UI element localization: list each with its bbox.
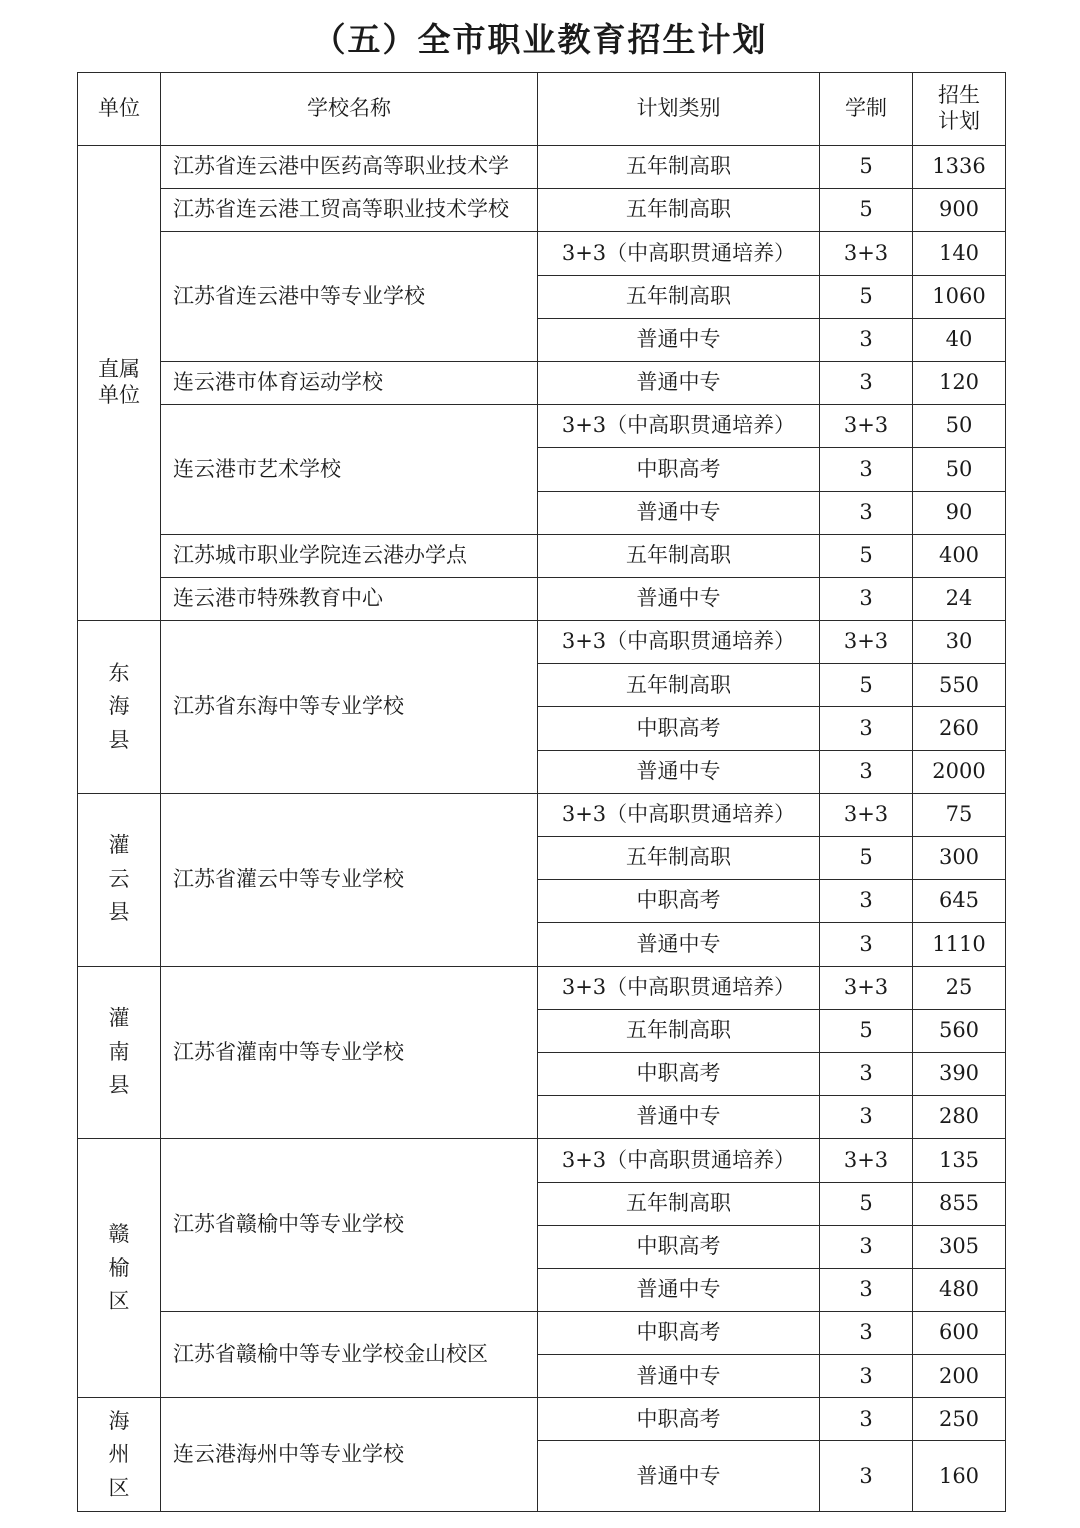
header-duration: 学制: [820, 73, 913, 146]
plan-category-cell: 中职高考: [538, 1398, 820, 1441]
quota-cell: 560: [913, 1009, 1006, 1052]
duration-cell: 5: [820, 1182, 913, 1225]
quota-cell: 280: [913, 1096, 1006, 1139]
table-row: [78, 405, 1006, 448]
duration-cell: 5: [820, 664, 913, 707]
plan-category-cell: 五年制高职: [538, 146, 820, 189]
plan-category-cell: 3+3（中高职贯通培养）: [538, 621, 820, 664]
plan-category-cell: 五年制高职: [538, 664, 820, 707]
page-title: （五）全市职业教育招生计划: [312, 20, 768, 59]
header-quota: 招生计划: [913, 73, 1006, 146]
plan-category-cell: 普通中专: [538, 750, 820, 793]
duration-cell: 3+3: [820, 232, 913, 275]
duration-cell: 3: [820, 318, 913, 361]
unit-cell: 海州区: [78, 1398, 161, 1512]
quota-cell: 120: [913, 361, 1006, 404]
quota-cell: 550: [913, 664, 1006, 707]
school-name-cell: 江苏省连云港中等专业学校: [161, 232, 538, 362]
plan-category-cell: 普通中专: [538, 491, 820, 534]
school-name-cell: 江苏城市职业学院连云港办学点: [161, 534, 538, 577]
duration-cell: 3: [820, 1268, 913, 1311]
duration-cell: 3: [820, 923, 913, 966]
quota-cell: 50: [913, 448, 1006, 491]
quota-cell: 300: [913, 837, 1006, 880]
duration-cell: 3: [820, 880, 913, 923]
header-row: [78, 73, 1006, 146]
school-name-cell: 江苏省连云港工贸高等职业技术学校: [161, 189, 538, 232]
header-category: 计划类别: [538, 73, 820, 146]
quota-cell: 400: [913, 534, 1006, 577]
duration-cell: 3: [820, 361, 913, 404]
duration-cell: 3+3: [820, 621, 913, 664]
plan-category-cell: 3+3（中高职贯通培养）: [538, 405, 820, 448]
duration-cell: 5: [820, 534, 913, 577]
table-row: [78, 577, 1006, 620]
table-row: [78, 534, 1006, 577]
quota-cell: 1060: [913, 275, 1006, 318]
plan-category-cell: 中职高考: [538, 448, 820, 491]
quota-cell: 140: [913, 232, 1006, 275]
duration-cell: 3+3: [820, 793, 913, 836]
duration-cell: 5: [820, 275, 913, 318]
unit-cell: 赣榆区: [78, 1139, 161, 1398]
school-name-cell: 江苏省赣榆中等专业学校: [161, 1139, 538, 1312]
quota-cell: 24: [913, 577, 1006, 620]
plan-category-cell: 五年制高职: [538, 275, 820, 318]
quota-cell: 90: [913, 491, 1006, 534]
plan-category-cell: 普通中专: [538, 1355, 820, 1398]
duration-cell: 3: [820, 1052, 913, 1095]
header-unit: 单位: [78, 73, 161, 146]
quota-cell: 50: [913, 405, 1006, 448]
duration-cell: 3: [820, 577, 913, 620]
table-body: [78, 146, 1006, 1512]
unit-cell: 东海县: [78, 621, 161, 794]
duration-cell: 3: [820, 448, 913, 491]
quota-cell: 855: [913, 1182, 1006, 1225]
duration-cell: 3: [820, 1225, 913, 1268]
school-name-cell: 江苏省赣榆中等专业学校金山校区: [161, 1312, 538, 1398]
duration-cell: 3: [820, 707, 913, 750]
plan-category-cell: 3+3（中高职贯通培养）: [538, 966, 820, 1009]
unit-cell: 灌云县: [78, 793, 161, 966]
plan-category-cell: 五年制高职: [538, 534, 820, 577]
school-name-cell: 江苏省灌南中等专业学校: [161, 966, 538, 1139]
quota-cell: 250: [913, 1398, 1006, 1441]
duration-cell: 5: [820, 837, 913, 880]
plan-category-cell: 中职高考: [538, 707, 820, 750]
unit-cell: 直属单位: [78, 146, 161, 621]
plan-category-cell: 中职高考: [538, 1052, 820, 1095]
plan-category-cell: 普通中专: [538, 361, 820, 404]
table-row: [78, 232, 1006, 275]
quota-cell: 2000: [913, 750, 1006, 793]
plan-category-cell: 普通中专: [538, 577, 820, 620]
plan-category-cell: 普通中专: [538, 318, 820, 361]
table-row: [78, 146, 1006, 189]
quota-cell: 30: [913, 621, 1006, 664]
header-school: 学校名称: [161, 73, 538, 146]
duration-cell: 5: [820, 189, 913, 232]
plan-category-cell: 五年制高职: [538, 189, 820, 232]
unit-cell: 灌南县: [78, 966, 161, 1139]
duration-cell: 3: [820, 1441, 913, 1512]
school-name-cell: 江苏省连云港中医药高等职业技术学: [161, 146, 538, 189]
duration-cell: 3: [820, 1355, 913, 1398]
quota-cell: 305: [913, 1225, 1006, 1268]
plan-category-cell: 普通中专: [538, 923, 820, 966]
plan-category-cell: 3+3（中高职贯通培养）: [538, 1139, 820, 1182]
school-name-cell: 连云港海州中等专业学校: [161, 1398, 538, 1512]
plan-category-cell: 五年制高职: [538, 1182, 820, 1225]
table-row: [78, 1139, 1006, 1182]
table-row: [78, 361, 1006, 404]
school-name-cell: 连云港市特殊教育中心: [161, 577, 538, 620]
quota-cell: 390: [913, 1052, 1006, 1095]
quota-cell: 260: [913, 707, 1006, 750]
school-name-cell: 连云港市艺术学校: [161, 405, 538, 535]
quota-cell: 600: [913, 1312, 1006, 1355]
duration-cell: 3: [820, 750, 913, 793]
plan-category-cell: 3+3（中高职贯通培养）: [538, 793, 820, 836]
duration-cell: 3: [820, 1398, 913, 1441]
plan-category-cell: 普通中专: [538, 1268, 820, 1311]
plan-category-cell: 3+3（中高职贯通培养）: [538, 232, 820, 275]
quota-cell: 40: [913, 318, 1006, 361]
duration-cell: 3: [820, 1096, 913, 1139]
plan-category-cell: 普通中专: [538, 1096, 820, 1139]
table-row: [78, 793, 1006, 836]
duration-cell: 3+3: [820, 1139, 913, 1182]
quota-cell: 480: [913, 1268, 1006, 1311]
school-name-cell: 江苏省灌云中等专业学校: [161, 793, 538, 966]
plan-category-cell: 中职高考: [538, 1225, 820, 1268]
school-name-cell: 江苏省东海中等专业学校: [161, 621, 538, 794]
table-row: [78, 966, 1006, 1009]
table-row: [78, 621, 1006, 664]
quota-cell: 135: [913, 1139, 1006, 1182]
duration-cell: 5: [820, 1009, 913, 1052]
plan-category-cell: 五年制高职: [538, 837, 820, 880]
duration-cell: 5: [820, 146, 913, 189]
table-row: [78, 189, 1006, 232]
plan-category-cell: 中职高考: [538, 1312, 820, 1355]
quota-cell: 645: [913, 880, 1006, 923]
quota-cell: 1110: [913, 923, 1006, 966]
quota-cell: 200: [913, 1355, 1006, 1398]
school-name-cell: 连云港市体育运动学校: [161, 361, 538, 404]
quota-cell: 25: [913, 966, 1006, 1009]
table-row: [78, 1312, 1006, 1355]
quota-cell: 75: [913, 793, 1006, 836]
quota-cell: 1336: [913, 146, 1006, 189]
plan-category-cell: 普通中专: [538, 1441, 820, 1512]
plan-category-cell: 五年制高职: [538, 1009, 820, 1052]
duration-cell: 3+3: [820, 405, 913, 448]
duration-cell: 3: [820, 1312, 913, 1355]
duration-cell: 3+3: [820, 966, 913, 1009]
duration-cell: 3: [820, 491, 913, 534]
quota-cell: 160: [913, 1441, 1006, 1512]
enrollment-plan-table: [77, 72, 1006, 1512]
plan-category-cell: 中职高考: [538, 880, 820, 923]
table-row: [78, 1398, 1006, 1441]
quota-cell: 900: [913, 189, 1006, 232]
